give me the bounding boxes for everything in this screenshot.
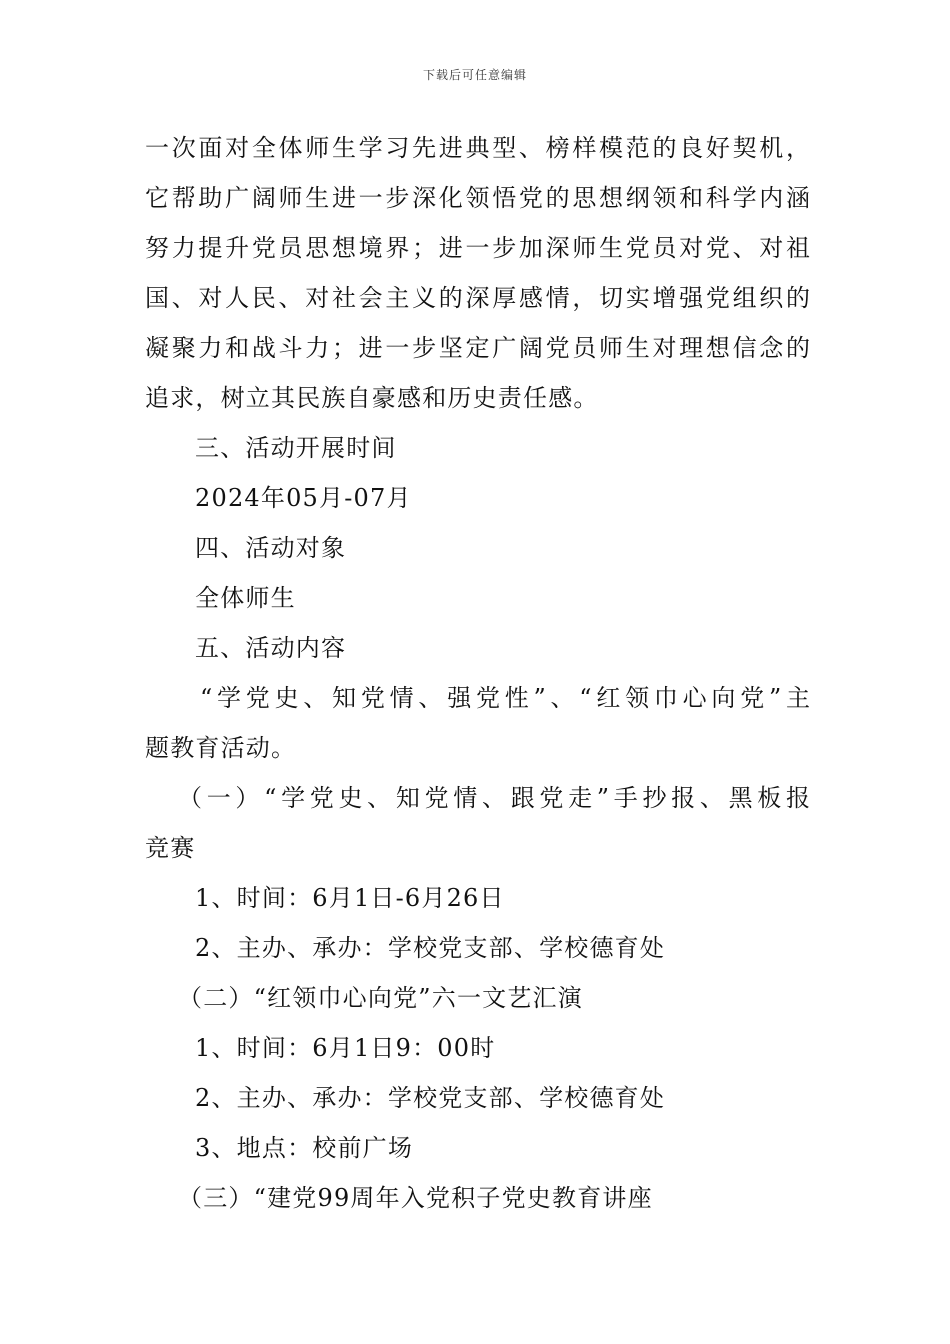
section-heading-3: 三、活动开展时间 — [195, 434, 397, 462]
content-line-2: 题教育活动。 — [145, 734, 297, 762]
subsection-2-organizer: 2、主办、承办：学校党支部、学校德育处 — [195, 1084, 666, 1112]
body-line-2: 它帮助广阔师生进一步深化领悟党的思想纲领和科学内涵 — [145, 184, 810, 212]
subsection-3-title: （三）“建党99周年入党积子党史教育讲座 — [178, 1184, 653, 1212]
activity-period: 2024年05月-07月 — [195, 484, 412, 512]
body-line-3: 努力提升党员思想境界；进一步加深师生党员对党、对祖 — [145, 234, 810, 262]
body-line-1: 一次面对全体师生学习先进典型、榜样模范的良好契机， — [145, 134, 810, 162]
subsection-2-title: （二）“红领巾心向党”六一文艺汇演 — [178, 984, 583, 1012]
section-heading-4: 四、活动对象 — [195, 534, 347, 562]
subsection-1-organizer: 2、主办、承办：学校党支部、学校德育处 — [195, 934, 666, 962]
activity-target: 全体师生 — [195, 584, 296, 612]
subsection-2-location: 3、地点：校前广场 — [195, 1134, 414, 1162]
body-line-6: 追求，树立其民族自豪感和历史责任感。 — [145, 384, 599, 412]
subsection-2-time: 1、时间：6月1日9：00时 — [195, 1034, 496, 1062]
header-note: 下载后可任意编辑 — [422, 68, 527, 82]
content-line-1: “学党史、知党情、强党性”、“红领巾心向党”主 — [200, 684, 810, 712]
body-line-5: 凝聚力和战斗力；进一步坚定广阔党员师生对理想信念的 — [145, 334, 810, 362]
subsection-1-time: 1、时间：6月1日-6月26日 — [195, 884, 505, 912]
body-line-4: 国、对人民、对社会主义的深厚感情，切实增强党组织的 — [145, 284, 810, 312]
section-heading-5: 五、活动内容 — [195, 634, 347, 662]
subsection-1-title-cont: 竞赛 — [145, 834, 196, 862]
subsection-1-title: （一）“学党史、知党情、跟党走”手抄报、黑板报 — [178, 784, 810, 812]
